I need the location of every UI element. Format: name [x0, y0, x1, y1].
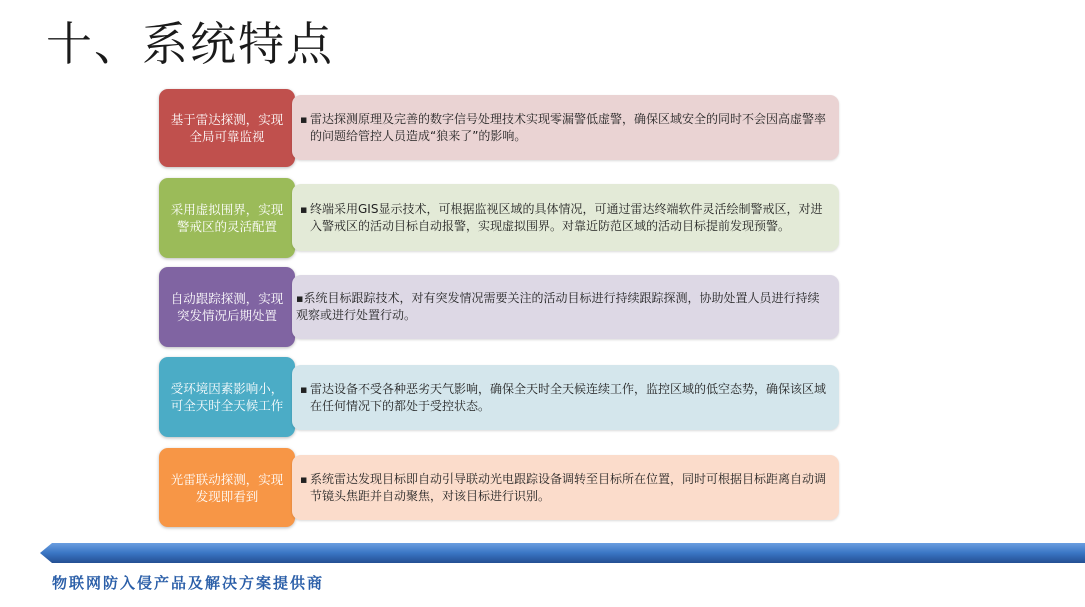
feature-description-1: [292, 95, 839, 160]
feature-label-4: 受环境因素影响小，可全天时全天候工作: [159, 357, 295, 437]
page-title: 十、系统特点: [46, 17, 334, 71]
feature-description-text-2: 终端采用GIS显示技术，可根据监视区域的具体情况，可通过雷达终端软件灵活绘制警戒区，对进入警戒区的活动目标自动报警，实现虚拟围界。对靠近防范区域的活动目标提前发现预警。: [310, 201, 823, 233]
feature-description-text-3: 系统目标跟踪技术，对有突发情况需要关注的活动目标进行持续跟踪探测，协助处置人员进行持续观察或进行处置行动。: [296, 291, 820, 322]
feature-description-text-1: 雷达探测原理及完善的数字信号处理技术实现零漏警低虚警，确保区域安全的同时不会因高虚警率的问题给管控人员造成“狼来了”的影响。: [310, 111, 827, 143]
feature-row-5: [159, 448, 839, 527]
footer-bar-shape: [40, 543, 1085, 563]
feature-row-2: [159, 178, 839, 258]
feature-label-2: 采用虚拟围界，实现警戒区的灵活配置: [159, 178, 295, 258]
feature-description-text-4: 雷达设备不受各种恶劣天气影响，确保全天时全天候连续工作，监控区域的低空态势，确保该区域在任何情况下的都处于受控状态。: [310, 381, 827, 413]
feature-label-5: 光雷联动探测，实现发现即看到: [159, 448, 295, 527]
feature-description-4: [292, 365, 839, 430]
feature-label-3: 自动跟踪探测，实现突发情况后期处置: [159, 267, 295, 347]
feature-description-3: [292, 275, 839, 339]
feature-description-text-5: 系统雷达发现目标即自动引导联动光电跟踪设备调转至目标所在位置，同时可根据目标距离自动调节镜头焦距并自动聚焦，对该目标进行识别。: [310, 471, 827, 503]
feature-row-4: [159, 357, 839, 437]
footer-text: 物联网防入侵产品及解决方案提供商: [52, 574, 325, 592]
bullet-icon: ▪: [300, 112, 308, 126]
bullet-icon: ▪: [300, 382, 308, 396]
bullet-icon: ▪: [296, 292, 304, 305]
bullet-icon: ▪: [300, 202, 308, 216]
feature-description-2: [292, 184, 839, 251]
feature-row-3: [159, 267, 839, 347]
footer-bar: [40, 543, 1085, 563]
feature-description-5: [292, 455, 839, 520]
feature-label-1: 基于雷达探测，实现全局可靠监视: [159, 89, 295, 167]
bullet-icon: ▪: [300, 472, 308, 486]
feature-row-1: [159, 89, 839, 167]
